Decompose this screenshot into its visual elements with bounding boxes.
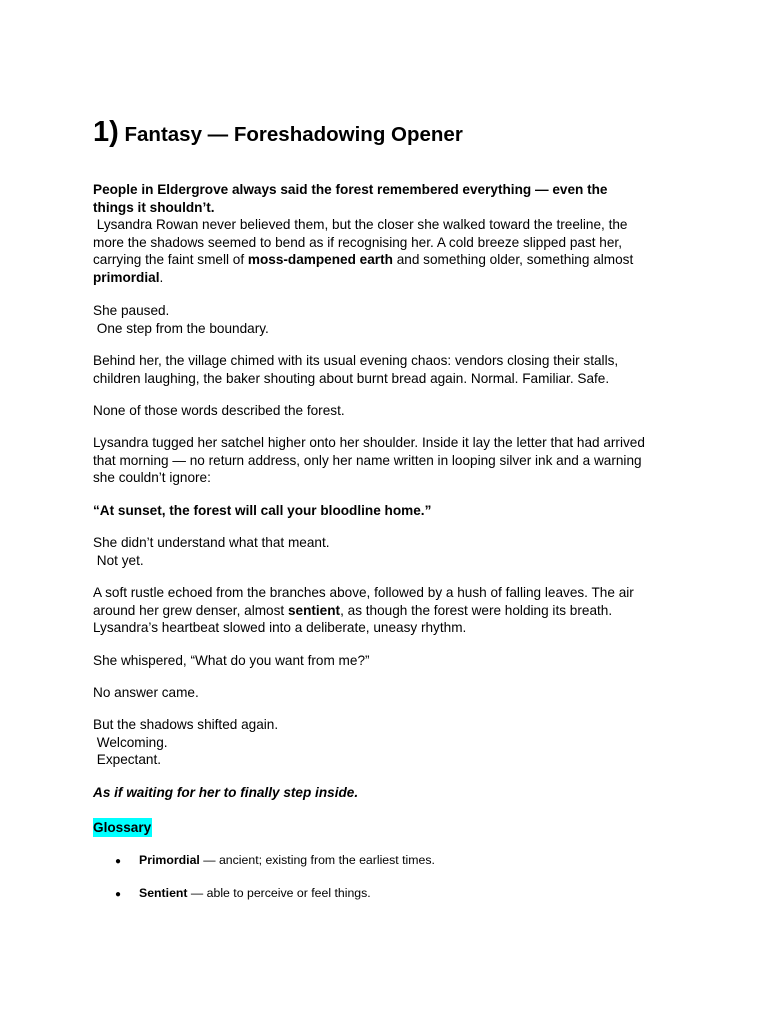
village-line: Behind her, the village chimed with its usual evening chaos: vendors closing their stalls,	[93, 353, 619, 368]
emphasis-primordial: primordial	[93, 269, 160, 285]
understand-line: Not yet.	[93, 552, 144, 568]
glossary-item	[115, 885, 371, 903]
whisper-paragraph	[93, 652, 683, 670]
rustle-paragraph	[93, 584, 683, 637]
none-line: None of those words described the forest.	[93, 403, 345, 418]
paused-line: She paused.	[93, 303, 170, 318]
intro-text: carrying the faint smell of	[93, 252, 248, 268]
bullet-icon: ●	[115, 889, 122, 900]
satchel-line: she couldn’t ignore:	[93, 470, 211, 486]
no-answer-paragraph	[93, 684, 683, 702]
rustle-text: , as though the forest were holding its breath.	[340, 602, 613, 618]
shadows-paragraph	[93, 716, 683, 769]
intro-paragraph	[93, 181, 683, 287]
emphasis-sentient: sentient	[287, 602, 341, 618]
intro-text: .	[159, 269, 164, 285]
rustle-line: Lysandra’s heartbeat slowed into a deliberate, uneasy rhythm.	[93, 620, 467, 636]
title-number: 1)	[93, 116, 119, 148]
glossary-heading: Glossary	[93, 820, 152, 835]
quote-paragraph	[93, 502, 683, 520]
understand-paragraph	[93, 534, 683, 569]
shadows-line: But the shadows shifted again.	[93, 717, 279, 732]
no-answer-line: No answer came.	[93, 685, 199, 700]
understand-line: She didn’t understand what that meant.	[93, 535, 330, 550]
intro-bold-lead: People in Eldergrove always said the forest remembered everything — even the	[93, 182, 608, 197]
intro-bold-lead-end: things it shouldn’t.	[93, 199, 215, 215]
satchel-line: Lysandra tugged her satchel higher onto her shoulder. Inside it lay the letter that had arrived	[93, 435, 645, 450]
none-paragraph	[93, 402, 683, 420]
glossary-item	[115, 852, 435, 870]
paused-line: One step from the boundary.	[93, 320, 269, 336]
page-title	[93, 116, 463, 149]
shadows-line: Welcoming.	[93, 734, 168, 750]
title-text: Fantasy — Foreshadowing Opener	[124, 123, 463, 146]
closing-line: As if waiting for her to finally step inside.	[93, 785, 359, 800]
glossary-term: Primordial	[139, 853, 200, 867]
rustle-line: A soft rustle echoed from the branches above, followed by a hush of falling leaves. The air	[93, 585, 634, 600]
village-line: children laughing, the baker shouting about burnt bread again. Normal. Familiar. Safe.	[93, 370, 610, 386]
glossary-definition: — able to perceive or feel things.	[187, 886, 371, 900]
intro-line: more the shadows seemed to bend as if recognising her. A cold breeze slipped past her,	[93, 234, 622, 250]
rustle-text: around her grew denser, almost	[93, 602, 288, 618]
intro-line: Lysandra Rowan never believed them, but the closer she walked toward the treeline, the	[93, 217, 628, 233]
glossary-definition: — ancient; existing from the earliest times.	[199, 853, 435, 867]
whisper-line: She whispered, “What do you want from me?”	[93, 653, 370, 668]
closing-paragraph	[93, 784, 683, 802]
glossary-term: Sentient	[139, 886, 188, 900]
intro-text: and something older, something almost	[392, 252, 634, 268]
village-paragraph	[93, 352, 683, 387]
bullet-icon: ●	[115, 856, 122, 867]
satchel-line: that morning — no return address, only her name written in looping silver ink and a warning	[93, 452, 642, 468]
paused-paragraph	[93, 302, 683, 337]
satchel-paragraph	[93, 434, 683, 487]
shadows-line: Expectant.	[93, 752, 162, 768]
letter-quote: “At sunset, the forest will call your bloodline home.”	[93, 503, 432, 518]
emphasis-moss: moss-dampened earth	[247, 252, 393, 268]
